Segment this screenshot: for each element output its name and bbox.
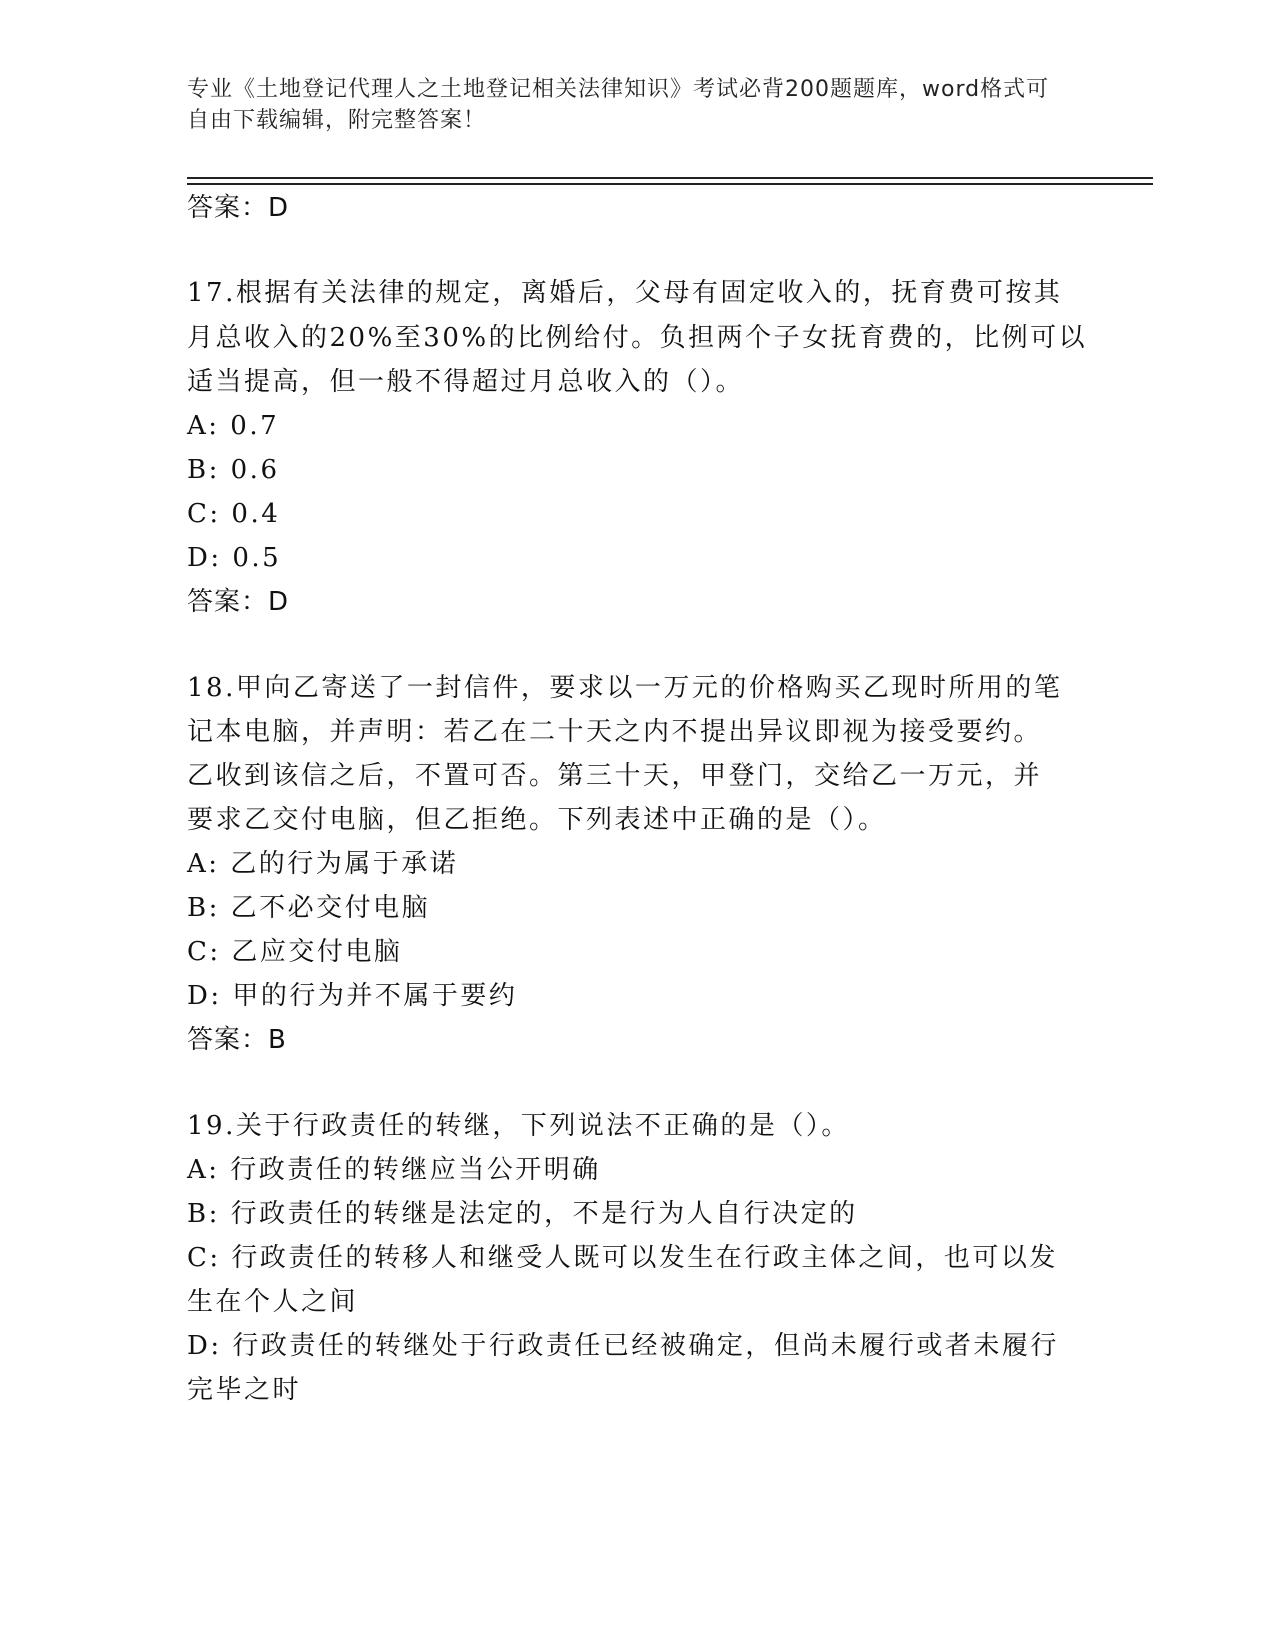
question-18-option-c: C: 乙应交付电脑 bbox=[187, 937, 403, 967]
question-19-option-b: B: 行政责任的转继是法定的，不是行为人自行决定的 bbox=[187, 1199, 858, 1229]
question-18-stem-line-1: 18.甲向乙寄送了一封信件，要求以一万元的价格购买乙现时所用的笔 bbox=[187, 673, 1063, 703]
question-17-option-b: B: 0.6 bbox=[187, 455, 280, 485]
header-rule-bottom bbox=[187, 183, 1153, 185]
question-18-stem-line-4: 要求乙交付电脑，但乙拒绝。下列表述中正确的是（）。 bbox=[187, 805, 887, 835]
question-19-option-c-line-1: C: 行政责任的转移人和继受人既可以发生在行政主体之间，也可以发 bbox=[187, 1243, 1058, 1273]
question-18-answer: 答案：B bbox=[187, 1025, 287, 1055]
question-17-stem-line-2: 月总收入的20%至30%的比例给付。负担两个子女抚育费的，比例可以 bbox=[187, 323, 1088, 353]
question-17-option-a: A: 0.7 bbox=[187, 411, 280, 441]
question-19-option-a: A: 行政责任的转继应当公开明确 bbox=[187, 1155, 601, 1185]
question-18-option-b: B: 乙不必交付电脑 bbox=[187, 893, 431, 923]
question-18-stem-line-3: 乙收到该信之后，不置可否。第三十天，甲登门，交给乙一万元，并 bbox=[187, 761, 1043, 791]
question-17-stem-line-3: 适当提高，但一般不得超过月总收入的（）。 bbox=[187, 367, 745, 397]
question-18-option-d: D: 甲的行为并不属于要约 bbox=[187, 981, 518, 1011]
question-18-option-a: A: 乙的行为属于承诺 bbox=[187, 849, 459, 879]
question-17-stem-line-1: 17.根据有关法律的规定，离婚后，父母有固定收入的，抚育费可按其 bbox=[187, 278, 1063, 308]
question-18-stem-line-2: 记本电脑，并声明：若乙在二十天之内不提出异议即视为接受要约。 bbox=[187, 717, 1043, 747]
question-17-option-c: C: 0.4 bbox=[187, 499, 281, 529]
question-17-answer: 答案：D bbox=[187, 587, 290, 617]
previous-answer: 答案：D bbox=[187, 193, 290, 223]
question-17-option-d: D: 0.5 bbox=[187, 543, 282, 573]
question-19-option-d-line-1: D: 行政责任的转继处于行政责任已经被确定，但尚未履行或者未履行 bbox=[187, 1331, 1059, 1361]
question-19-option-c-line-2: 生在个人之间 bbox=[187, 1287, 359, 1317]
question-19-stem-line-1: 19.关于行政责任的转继，下列说法不正确的是（）。 bbox=[187, 1111, 850, 1141]
header-rule-top bbox=[187, 177, 1153, 179]
page-header: 专业《土地登记代理人之土地登记相关法律知识》考试必背200题题库，word格式可自由下载编辑，附完整答案！ bbox=[187, 77, 1050, 133]
question-19-option-d-line-2: 完毕之时 bbox=[187, 1375, 302, 1405]
